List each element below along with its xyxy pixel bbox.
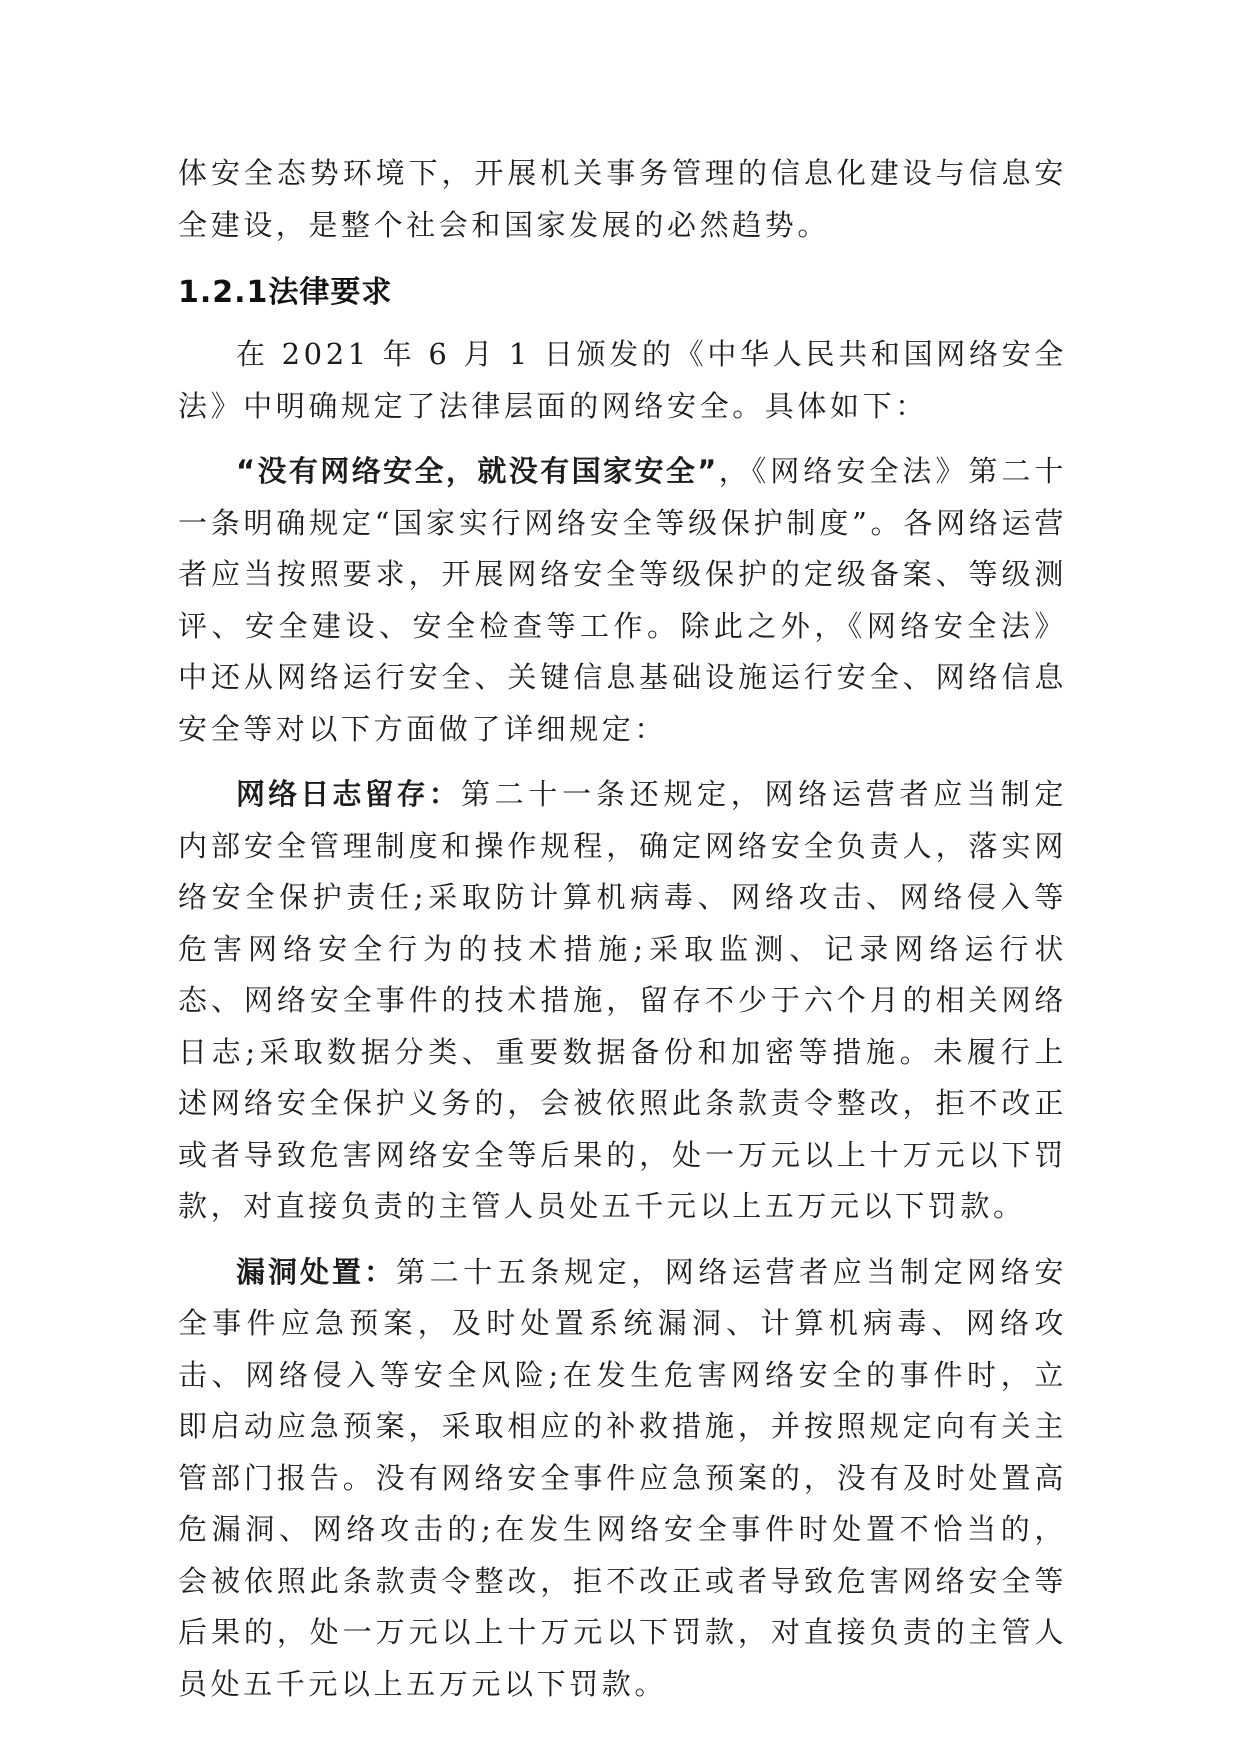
paragraph-text: 第二十五条规定，网络运营者应当制定网络安全事件应急预案，及时处置系统漏洞、计算机病毒、网络攻击、网络侵入等安全风险;在发生危害网络安全的事件时，立即启动应急预案，采取相应的补救措施，并按照规定向有关主管部门报告。没有网络安全事件应急预案的，没有及时处置高危漏洞、网络攻击的;在发生网络安全事件时处置不恰当的，会被依照此条款责令整改，拒不改正或者导致危害网络安全等后果的，处一万元以上十万元以下罚款，对直接负责的主管人员处五千元以上五万元以下罚款。	[178, 1254, 1067, 1701]
document-body	[178, 148, 1067, 1724]
paragraph-bold-lead: 漏洞处置：	[236, 1254, 396, 1289]
paragraph-vulnerability-handling	[178, 1247, 1067, 1711]
intro-paragraph: 体安全态势环境下，开展机关事务管理的信息化建设与信息安全建设，是整个社会和国家发展的必然趋势。	[178, 156, 1067, 242]
paragraph-text: 在 2021 年 6 月 1 日颁发的《中华人民共和国网络安全法》中明确规定了法律层面的网络安全。具体如下：	[178, 337, 1067, 423]
paragraph-log-retention	[178, 769, 1067, 1233]
paragraph-law-intro	[178, 329, 1067, 432]
paragraph-national-security	[178, 446, 1067, 755]
paragraph-bold-lead: “没有网络安全，就没有国家安全”	[236, 454, 719, 488]
paragraph-text: ，《网络安全法》第二十一条明确规定“国家实行网络安全等级保护制度”。各网络运营者应当按照要求，开展网络安全等级保护的定级备案、等级测评、安全建设、安全检查等工作。除此之外，《网络安全法》中还从网络运行安全、关键信息基础设施运行安全、网络信息安全等对以下方面做了详细规定：	[178, 454, 1067, 746]
section-heading: 1.2.1法律要求	[178, 275, 393, 310]
paragraph-bold-lead: 网络日志留存：	[236, 777, 461, 811]
paragraph-text: 第二十一条还规定，网络运营者应当制定内部安全管理制度和操作规程，确定网络安全负责人，落实网络安全保护责任;采取防计算机病毒、网络攻击、网络侵入等危害网络安全行为的技术措施;采取监测、记录网络运行状态、网络安全事件的技术措施，留存不少于六个月的相关网络日志;采取数据分类、重要数据备份和加密等措施。未履行上述网络安全保护义务的，会被依照此条款责令整改，拒不改正或者导致危害网络安全等后果的，处一万元以上十万元以下罚款，对直接负责的主管人员处五千元以上五万元以下罚款。	[178, 777, 1067, 1223]
